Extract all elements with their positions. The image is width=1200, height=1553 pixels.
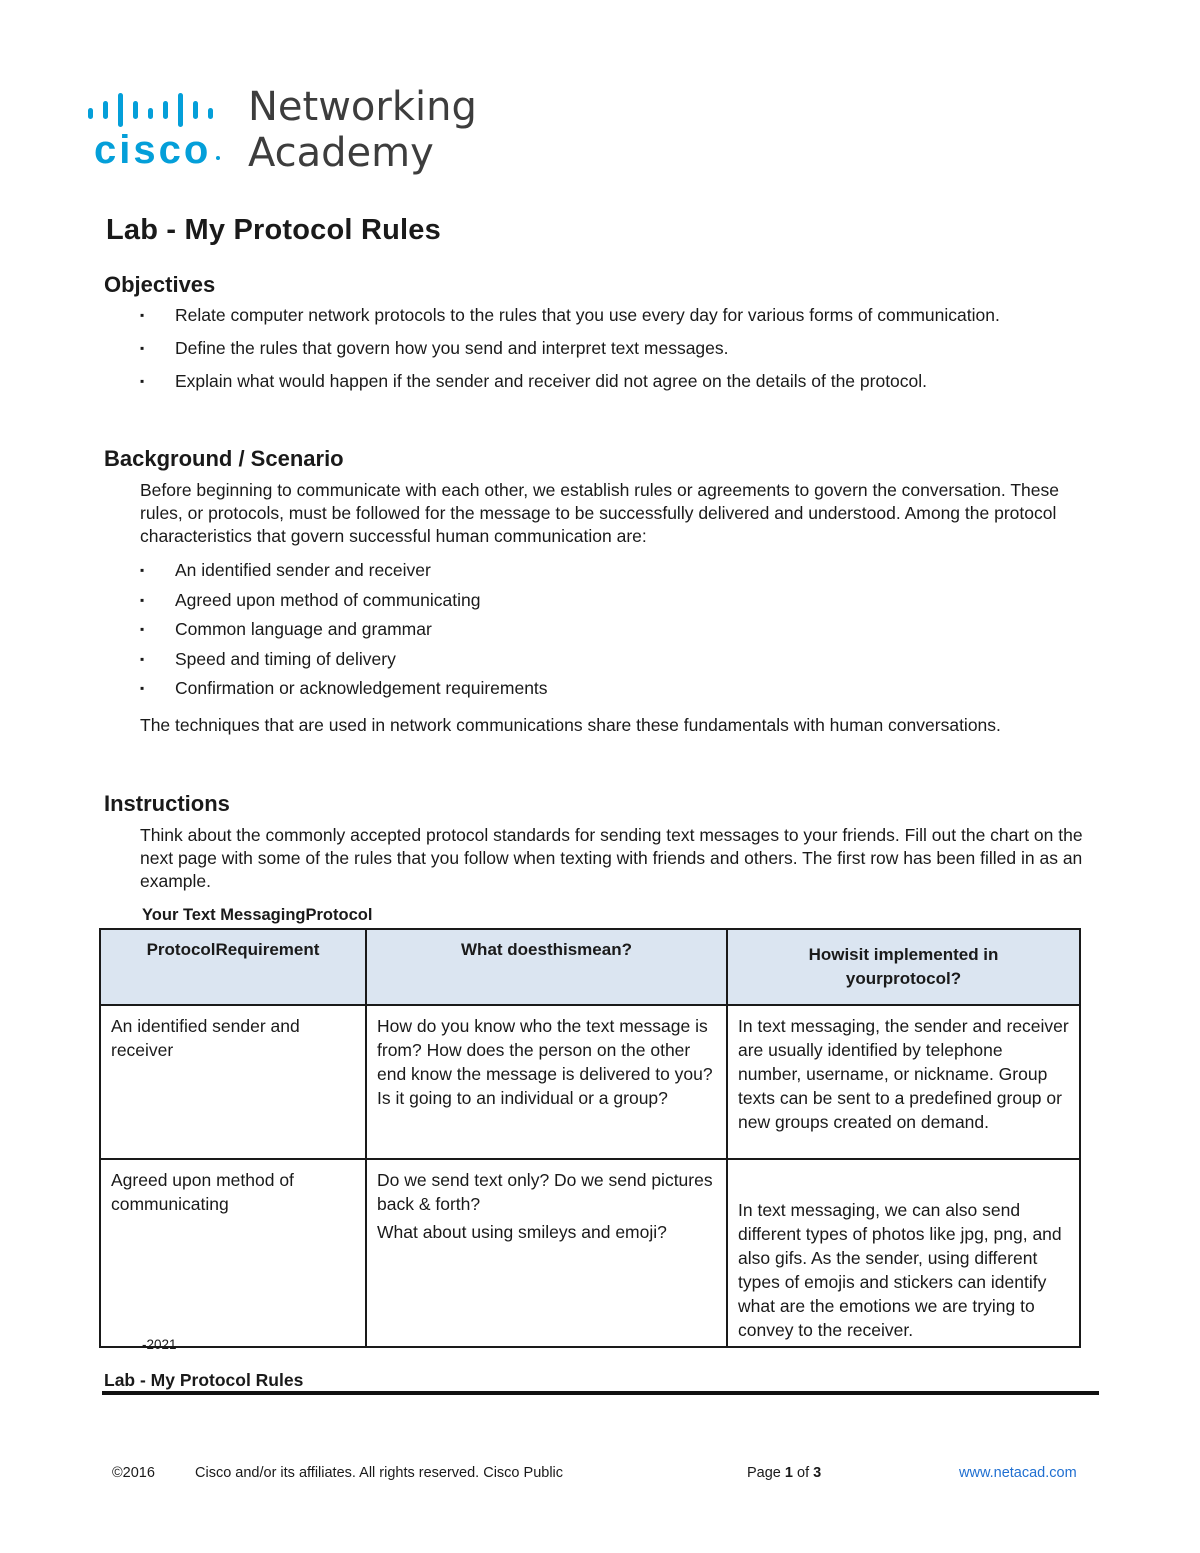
wordmark-line-1: Networking [248,84,477,130]
footer-url [959,1465,1077,1481]
cisco-wordmark-dot [216,156,220,160]
cisco-wordmark: cisco [94,128,212,172]
background-list [140,559,1040,707]
list-item: ▪ Confirmation or acknowledgement requirements [140,677,1040,700]
background-heading: Background / Scenario [104,446,344,471]
footer-rights: Cisco and/or its affiliates. All rights reserved. Cisco Public [195,1465,564,1481]
list-item: ▪ Common language and grammar [140,618,1040,641]
footer-copyright: ©2016 [112,1465,155,1481]
list-item: ▪ Explain what would happen if the sender and receiver did not agree on the details of the protocol. [140,370,1040,393]
column-header: ProtocolRequirement [100,929,366,1005]
objectives-list [140,304,1040,403]
networking-academy-wordmark [248,84,477,176]
cell-implementation: In text messaging, the sender and receiver are usually identified by telephone number, username, or nickname. Group texts can be sent to a predefined group or new groups created on demand. [727,1005,1080,1159]
cell-meaning: How do you know who the text message is from? How does the person on the other end know the message is delivered to you? Is it going to an individual or a group? [366,1005,727,1159]
column-header: What doesthismean? [366,929,727,1005]
year-note: -2021 [142,1337,177,1352]
cell-meaning-extra: What about using smileys and emoji? [377,1222,667,1242]
page-prefix: Page [747,1465,781,1481]
cisco-bars-icon [86,88,236,128]
cisco-logo [86,84,486,178]
running-head: Lab - My Protocol Rules [104,1370,304,1390]
cell-requirement: Agreed upon method of communicating [100,1159,366,1347]
table-row [100,1159,1080,1347]
page-sep: of [797,1465,810,1481]
column-header: Howisit implemented in yourprotocol? [727,929,1080,1005]
cell-meaning-text: Do we send text only? Do we send pictures back & forth? [377,1170,713,1214]
netacad-link[interactable]: www.netacad.com [959,1465,1077,1481]
background-intro: Before beginning to communicate with each other, we establish rules or agreements to govern the conversation. These rules, or protocols, must be followed for the message to be successfully delivered and understood. Among the protocol characteristics that govern successful human communication are: [140,480,1059,546]
objectives-heading: Objectives [104,272,216,297]
instructions-heading: Instructions [104,791,230,816]
list-item: ▪ Speed and timing of delivery [140,648,1040,671]
table-row [100,1005,1080,1159]
table-header-row [100,929,1080,1005]
cell-implementation [727,1159,1080,1347]
cell-meaning [366,1159,727,1347]
list-item: ▪ Relate computer network protocols to the rules that you use every day for various forms of communication. [140,304,1040,327]
page-current: 1 [784,1465,793,1481]
cell-requirement: An identified sender and receiver [100,1005,366,1159]
wordmark-line-2: Academy [248,130,434,176]
table-caption: Your Text MessagingProtocol [142,906,373,924]
document-title: Lab - My Protocol Rules [106,214,441,246]
footer-divider [102,1391,1099,1395]
protocol-table [99,928,1081,1348]
cell-implementation-text: In text messaging, we can also send different types of photos like jpg, png, and also gifs. As the sender, using different types of emojis and stickers can identify what are the emotions we are trying to convey to the receiver. [738,1200,1062,1340]
list-item: ▪ Define the rules that govern how you send and interpret text messages. [140,337,1040,360]
instructions-text: Think about the commonly accepted protocol standards for sending text messages to your friends. Fill out the chart on the next page with some of the rules that you follow when texting with friends and others. The first row has been filled in as an example. [140,825,1083,891]
footer-page-number [747,1465,821,1481]
list-item: ▪ An identified sender and receiver [140,559,1040,582]
list-item: ▪ Agreed upon method of communicating [140,589,1040,612]
page-total: 3 [813,1465,822,1481]
background-outro: The techniques that are used in network communications share these fundamentals with human conversations. [140,715,1001,735]
